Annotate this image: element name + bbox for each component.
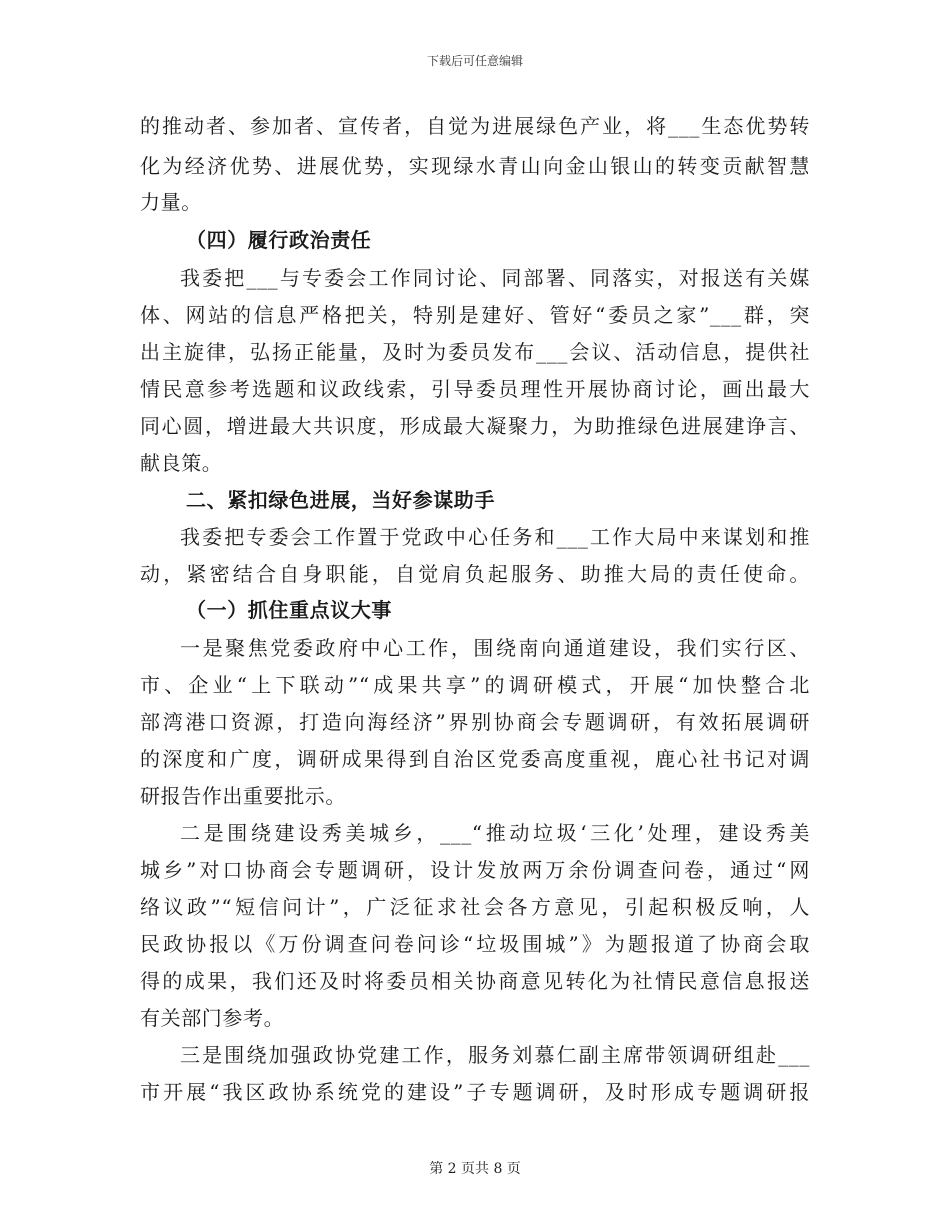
section-heading: （四）履行政治责任: [186, 228, 372, 252]
body-line: 一是聚焦党委政府中心工作，围绕南向通道建设，我们实行区、: [180, 636, 810, 660]
body-line: 城乡”对口协商会专题调研，设计发放两万余份调查问卷，通过“网: [140, 858, 810, 882]
body-line: 得的成果，我们还及时将委员相关协商意见转化为社情民意信息报送: [140, 969, 810, 993]
body-line: 二是围绕建设秀美城乡，___“推动垃圾‘三化’处理，建设秀美: [180, 821, 810, 845]
body-line: 体、网站的信息严格把关，特别是建好、管好“委员之家”___群，突: [140, 303, 810, 327]
body-line: 我委把___与专委会工作同讨论、同部署、同落实，对报送有关媒: [180, 266, 810, 290]
section-heading: 二、紧扣绿色进展，当好参谋助手: [186, 488, 495, 512]
body-line: 的推动者、参加者、宣传者，自觉为进展绿色产业，将___生态优势转: [140, 114, 810, 138]
page-footer: 第 2 页共 8 页: [429, 1161, 521, 1177]
body-line: 动，紧密结合自身职能，自觉肩负起服务、助推大局的责任使命。: [140, 562, 810, 586]
body-line: 的深度和广度，调研成果得到自治区党委高度重视，鹿心社书记对调: [140, 747, 810, 771]
body-line: 研报告作出重要批示。: [140, 784, 346, 808]
body-line: 民政协报以《万份调查问卷问诊“垃圾围城”》为题报道了协商会取: [140, 932, 810, 956]
body-line: 市开展“我区政协系统党的建设”子专题调研，及时形成专题调研报: [140, 1080, 810, 1104]
page-header: 下载后可任意编辑: [426, 54, 523, 68]
body-line: 情民意参考选题和议政线索，引导委员理性开展协商讨论，画出最大: [140, 377, 810, 401]
body-line: 市、企业“上下联动”“成果共享”的调研模式，开展“加快整合北: [140, 673, 810, 697]
body-line: 出主旋律，弘扬正能量，及时为委员发布___会议、活动信息，提供社: [140, 340, 810, 364]
body-line: 同心圆，增进最大共识度，形成最大凝聚力，为助推绿色进展建诤言、: [140, 414, 810, 438]
body-line: 献良策。: [140, 451, 223, 475]
section-heading: （一）抓住重点议大事: [186, 598, 392, 622]
body-line: 我委把专委会工作置于党政中心任务和___工作大局中来谋划和推: [180, 525, 810, 549]
body-line: 络议政”“短信问计”，广泛征求社会各方意见，引起积极反响，人: [140, 895, 810, 919]
body-line: 化为经济优势、进展优势，实现绿水青山向金山银山的转变贡献智慧: [140, 154, 810, 178]
body-line: 有关部门参考。: [140, 1006, 285, 1030]
body-line: 三是围绕加强政协党建工作，服务刘慕仁副主席带领调研组赴___: [180, 1043, 810, 1067]
body-line: 部湾港口资源，打造向海经济”界别协商会专题调研，有效拓展调研: [140, 710, 810, 734]
body-line: 力量。: [140, 190, 202, 214]
